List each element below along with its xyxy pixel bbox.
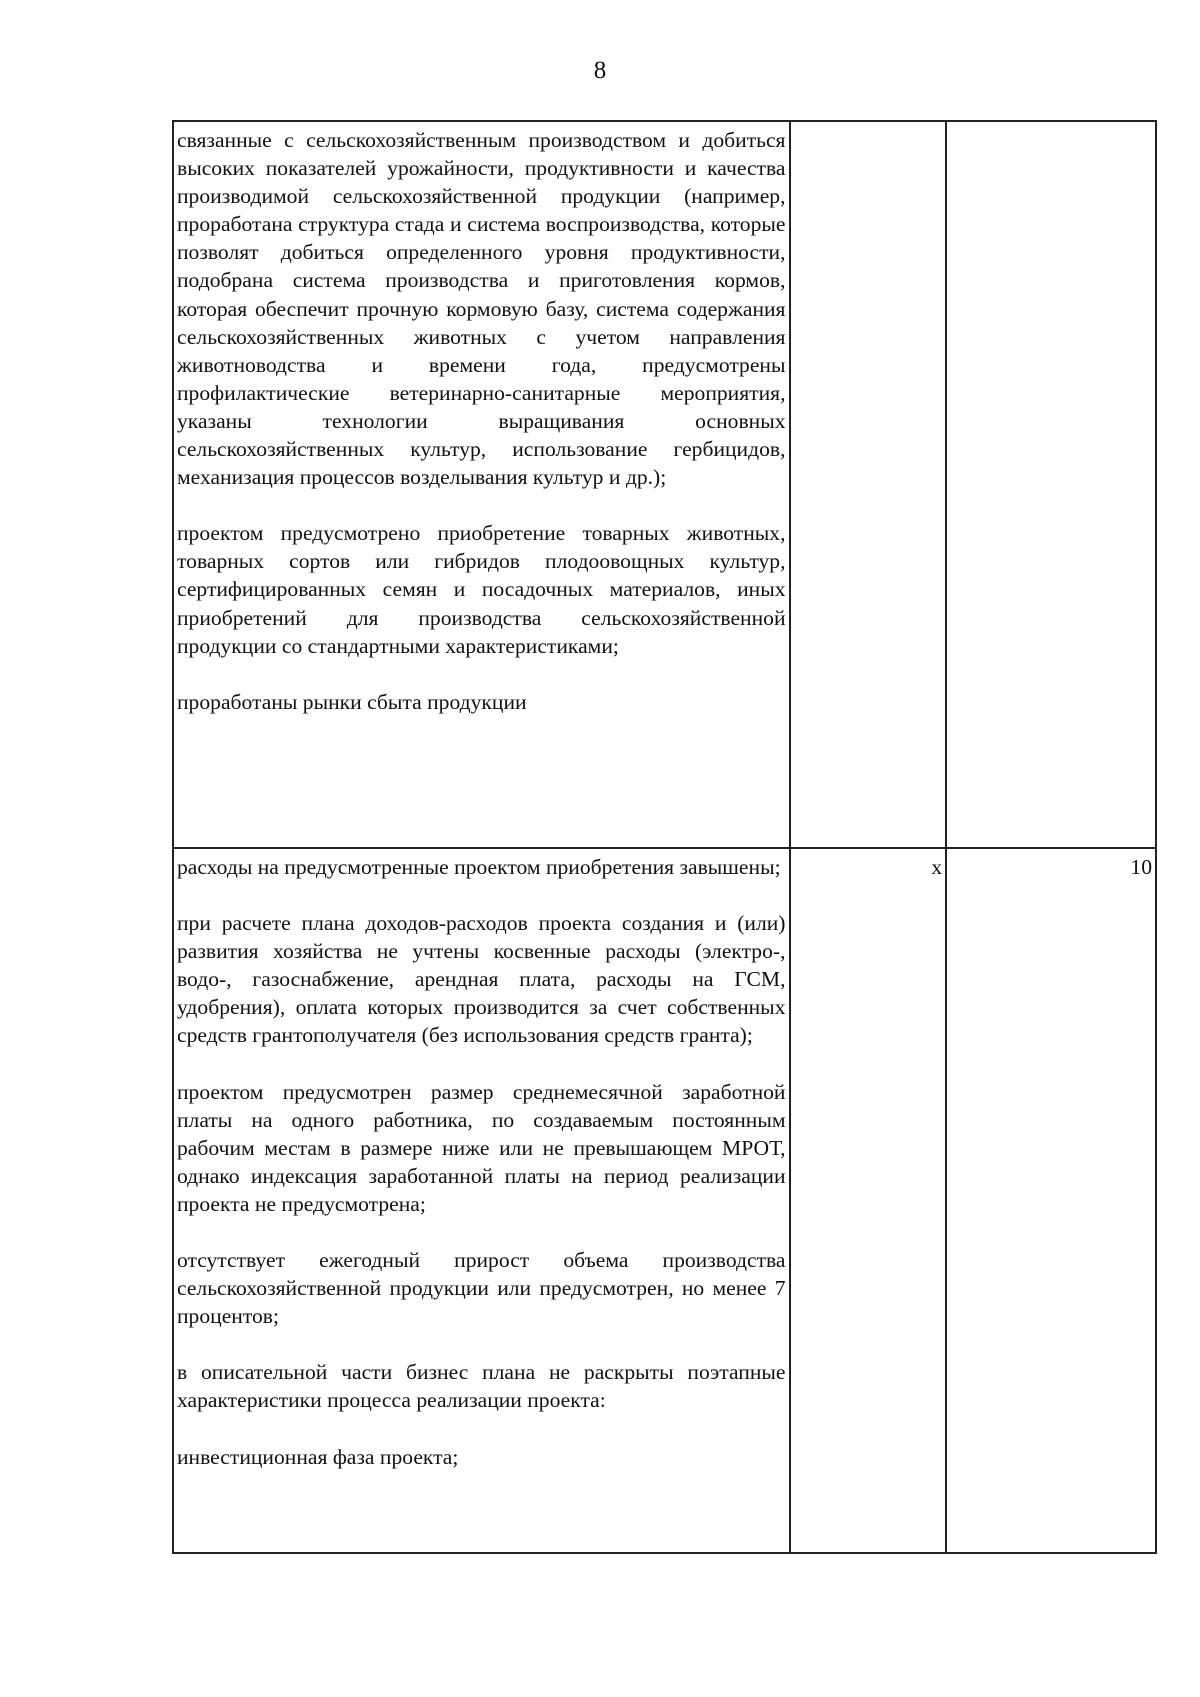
mark-cell bbox=[790, 121, 947, 848]
criteria-paragraph: при расчете плана доходов-расходов проекта создания и (или) развития хозяйства не учтены косвенные расходы (электро-, водо-, газоснабжение, арендная плата, расходы на ГСМ, удобрения), оплата которых производится за счет собственных средств грантополучателя (без использования средств гранта); bbox=[177, 911, 786, 1048]
criteria-paragraph: проработаны рынки сбыта продукции bbox=[177, 689, 527, 714]
score-cell bbox=[946, 121, 1156, 848]
paragraph-gap bbox=[177, 491, 786, 519]
mark-cell: х bbox=[790, 848, 947, 1553]
criteria-description-cell bbox=[173, 848, 790, 1553]
paragraph-gap bbox=[177, 660, 786, 688]
paragraph-gap bbox=[177, 881, 786, 909]
table-row bbox=[173, 121, 1156, 848]
criteria-paragraph: проектом предусмотрен размер среднемесячной заработной платы на одного работника, по создаваемым постоянным рабочим местам в размере ниже или не превышающем МРОТ, однако индексация заработанной платы на период реализации проекта не предусмотрена; bbox=[177, 1079, 786, 1216]
score-cell: 10 bbox=[946, 848, 1156, 1553]
paragraph-gap bbox=[177, 1415, 786, 1443]
criteria-description-cell bbox=[173, 121, 790, 848]
paragraph-gap bbox=[177, 1218, 786, 1246]
table-row bbox=[173, 848, 1156, 1553]
criteria-paragraph: проектом предусмотрено приобретение товарных животных, товарных сортов или гибридов плодоовощных культур, сертифицированных семян и посадочных материалов, иных приобретений для производства сельскохозяйственной продукции со стандартными характеристиками; bbox=[177, 521, 786, 658]
paragraph-gap bbox=[177, 1050, 786, 1078]
page-number: 8 bbox=[593, 57, 607, 84]
criteria-paragraph: отсутствует ежегодный прирост объема производства сельскохозяйственной продукции или предусмотрен, но менее 7 процентов; bbox=[177, 1248, 786, 1329]
criteria-paragraph: расходы на предусмотренные проектом приобретения завышены; bbox=[177, 855, 781, 879]
criteria-paragraph: инвестиционная фаза проекта; bbox=[177, 1444, 459, 1469]
criteria-paragraph: в описательной части бизнес плана не раскрыты поэтапные характеристики процесса реализации проекта: bbox=[177, 1360, 786, 1413]
criteria-table bbox=[172, 120, 1157, 1554]
criteria-paragraph: связанные с сельскохозяйственным производством и добиться высоких показателей урожайности, продуктивности и качества производимой сельскохозяйственной продукции (например, проработана структура стада и система воспроизводства, которые позволят добиться определенного уровня продуктивности, подобрана система производства и приготовления кормов, которая обеспечит прочную кормовую базу, система содержания сельскохозяйственных животных с учетом направления животноводства и времени года, предусмотрены профилактические ветеринарно-санитарные мероприятия, указаны технологии выращивания основных сельскохозяйственных культур, использование гербицидов, механизация процессов возделывания культур и др.); bbox=[177, 128, 786, 490]
paragraph-gap bbox=[177, 1330, 786, 1358]
